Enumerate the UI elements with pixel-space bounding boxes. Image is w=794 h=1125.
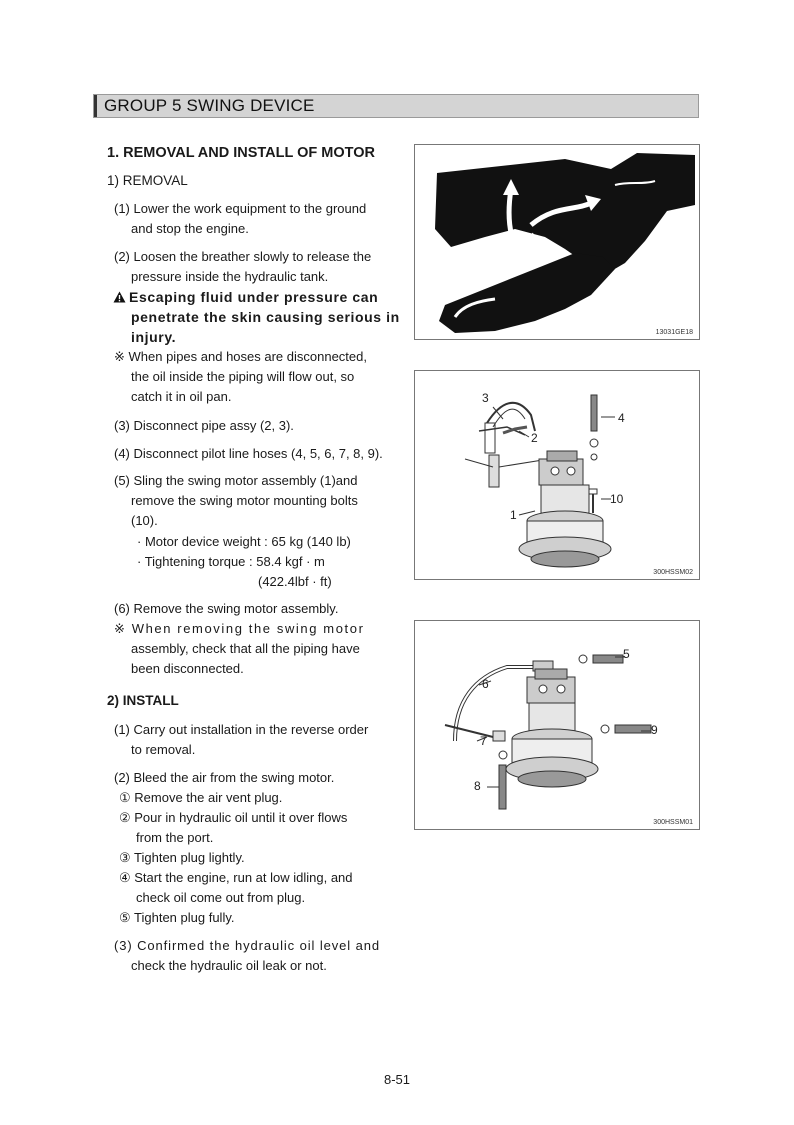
note-2-line-1: ※ When removing the swing motor: [114, 621, 365, 636]
callout-4: 4: [618, 411, 625, 425]
callout-10: 10: [610, 492, 624, 506]
note-1-line-1: ※ When pipes and hoses are disconnected,: [114, 349, 367, 364]
section-title: 1. REMOVAL AND INSTALL OF MOTOR: [107, 145, 375, 161]
step-6: (6) Remove the swing motor assembly.: [114, 601, 339, 616]
note-1-line-3: catch it in oil pan.: [131, 389, 232, 404]
warning-icon: [113, 291, 126, 303]
install-1-line-2: to removal.: [131, 742, 196, 757]
page-number: 8-51: [383, 1072, 411, 1087]
callout-1: 1: [510, 508, 517, 522]
step-2-line-1: (2) Loosen the breather slowly to release the: [114, 249, 372, 264]
warning-text-1: Escaping fluid under pressure can: [129, 289, 379, 305]
install-2-step-4-line-1: ④ Start the engine, run at low idling, and: [119, 870, 353, 885]
figure-swing-motor-hoses: [414, 620, 700, 830]
callout-3: 3: [482, 391, 489, 405]
figure-code-1: 13031GE18: [655, 329, 693, 336]
step-1-line-1: (1) Lower the work equipment to the ground: [114, 201, 367, 216]
step-2-line-2: pressure inside the hydraulic tank.: [131, 269, 329, 284]
header-accent: [94, 95, 97, 117]
step-5-line-3: (10).: [131, 513, 158, 528]
motor-weight: · Motor device weight : 65 kg (140 lb): [137, 534, 351, 549]
install-2: (2) Bleed the air from the swing motor.: [114, 770, 335, 785]
note-2-line-3: been disconnected.: [131, 661, 244, 676]
install-2-step-2-line-1: ② Pour in hydraulic oil until it over flows: [119, 810, 348, 825]
subsection-removal: 1) REMOVAL: [107, 173, 188, 188]
callout-6: 6: [482, 677, 489, 691]
callout-8: 8: [474, 779, 481, 793]
install-2-step-3: ③ Tighten plug lightly.: [119, 850, 245, 865]
warning-line-3: injury.: [131, 329, 177, 345]
swing-motor-drawing: [415, 371, 701, 581]
figure-code-3: 300HSSM01: [653, 819, 693, 826]
figure-code-2: 300HSSM02: [653, 569, 693, 576]
note-1-line-2: the oil inside the piping will flow out, so: [131, 369, 355, 384]
note-2-line-2: assembly, check that all the piping have: [131, 641, 360, 656]
install-3-line-1: (3) Confirmed the hydraulic oil level and: [114, 938, 380, 953]
warning-line-2: penetrate the skin causing serious in: [131, 309, 400, 325]
breather-illustration: [415, 145, 701, 341]
figure-swing-motor-pipes: [414, 370, 700, 580]
tightening-torque: · Tightening torque : 58.4 kgf · m: [137, 554, 325, 569]
callout-2: 2: [531, 431, 538, 445]
install-2-step-5: ⑤ Tighten plug fully.: [119, 910, 235, 925]
group-title: GROUP 5 SWING DEVICE: [104, 96, 315, 115]
step-3: (3) Disconnect pipe assy (2, 3).: [114, 418, 294, 433]
group-header-bar: [93, 94, 699, 118]
install-1-line-1: (1) Carry out installation in the reverse order: [114, 722, 369, 737]
install-2-step-2-line-2: from the port.: [136, 830, 214, 845]
subsection-install: 2) INSTALL: [107, 693, 179, 708]
tightening-torque-imperial: (422.4lbf · ft): [258, 574, 332, 589]
callout-7: 7: [480, 734, 487, 748]
step-5-line-2: remove the swing motor mounting bolts: [131, 493, 358, 508]
warning-line-1: [113, 289, 378, 305]
callout-9: 9: [651, 723, 658, 737]
step-1-line-2: and stop the engine.: [131, 221, 249, 236]
pilot-hoses-drawing: [415, 621, 701, 831]
install-2-step-4-line-2: check oil come out from plug.: [136, 890, 306, 905]
figure-breather-warning: [414, 144, 700, 340]
install-2-step-1: ① Remove the air vent plug.: [119, 790, 283, 805]
step-4: (4) Disconnect pilot line hoses (4, 5, 6, 7, 8, 9).: [114, 446, 383, 461]
step-5-line-1: (5) Sling the swing motor assembly (1)and: [114, 473, 358, 488]
install-3-line-2: check the hydraulic oil leak or not.: [131, 958, 327, 973]
callout-5: 5: [623, 647, 630, 661]
